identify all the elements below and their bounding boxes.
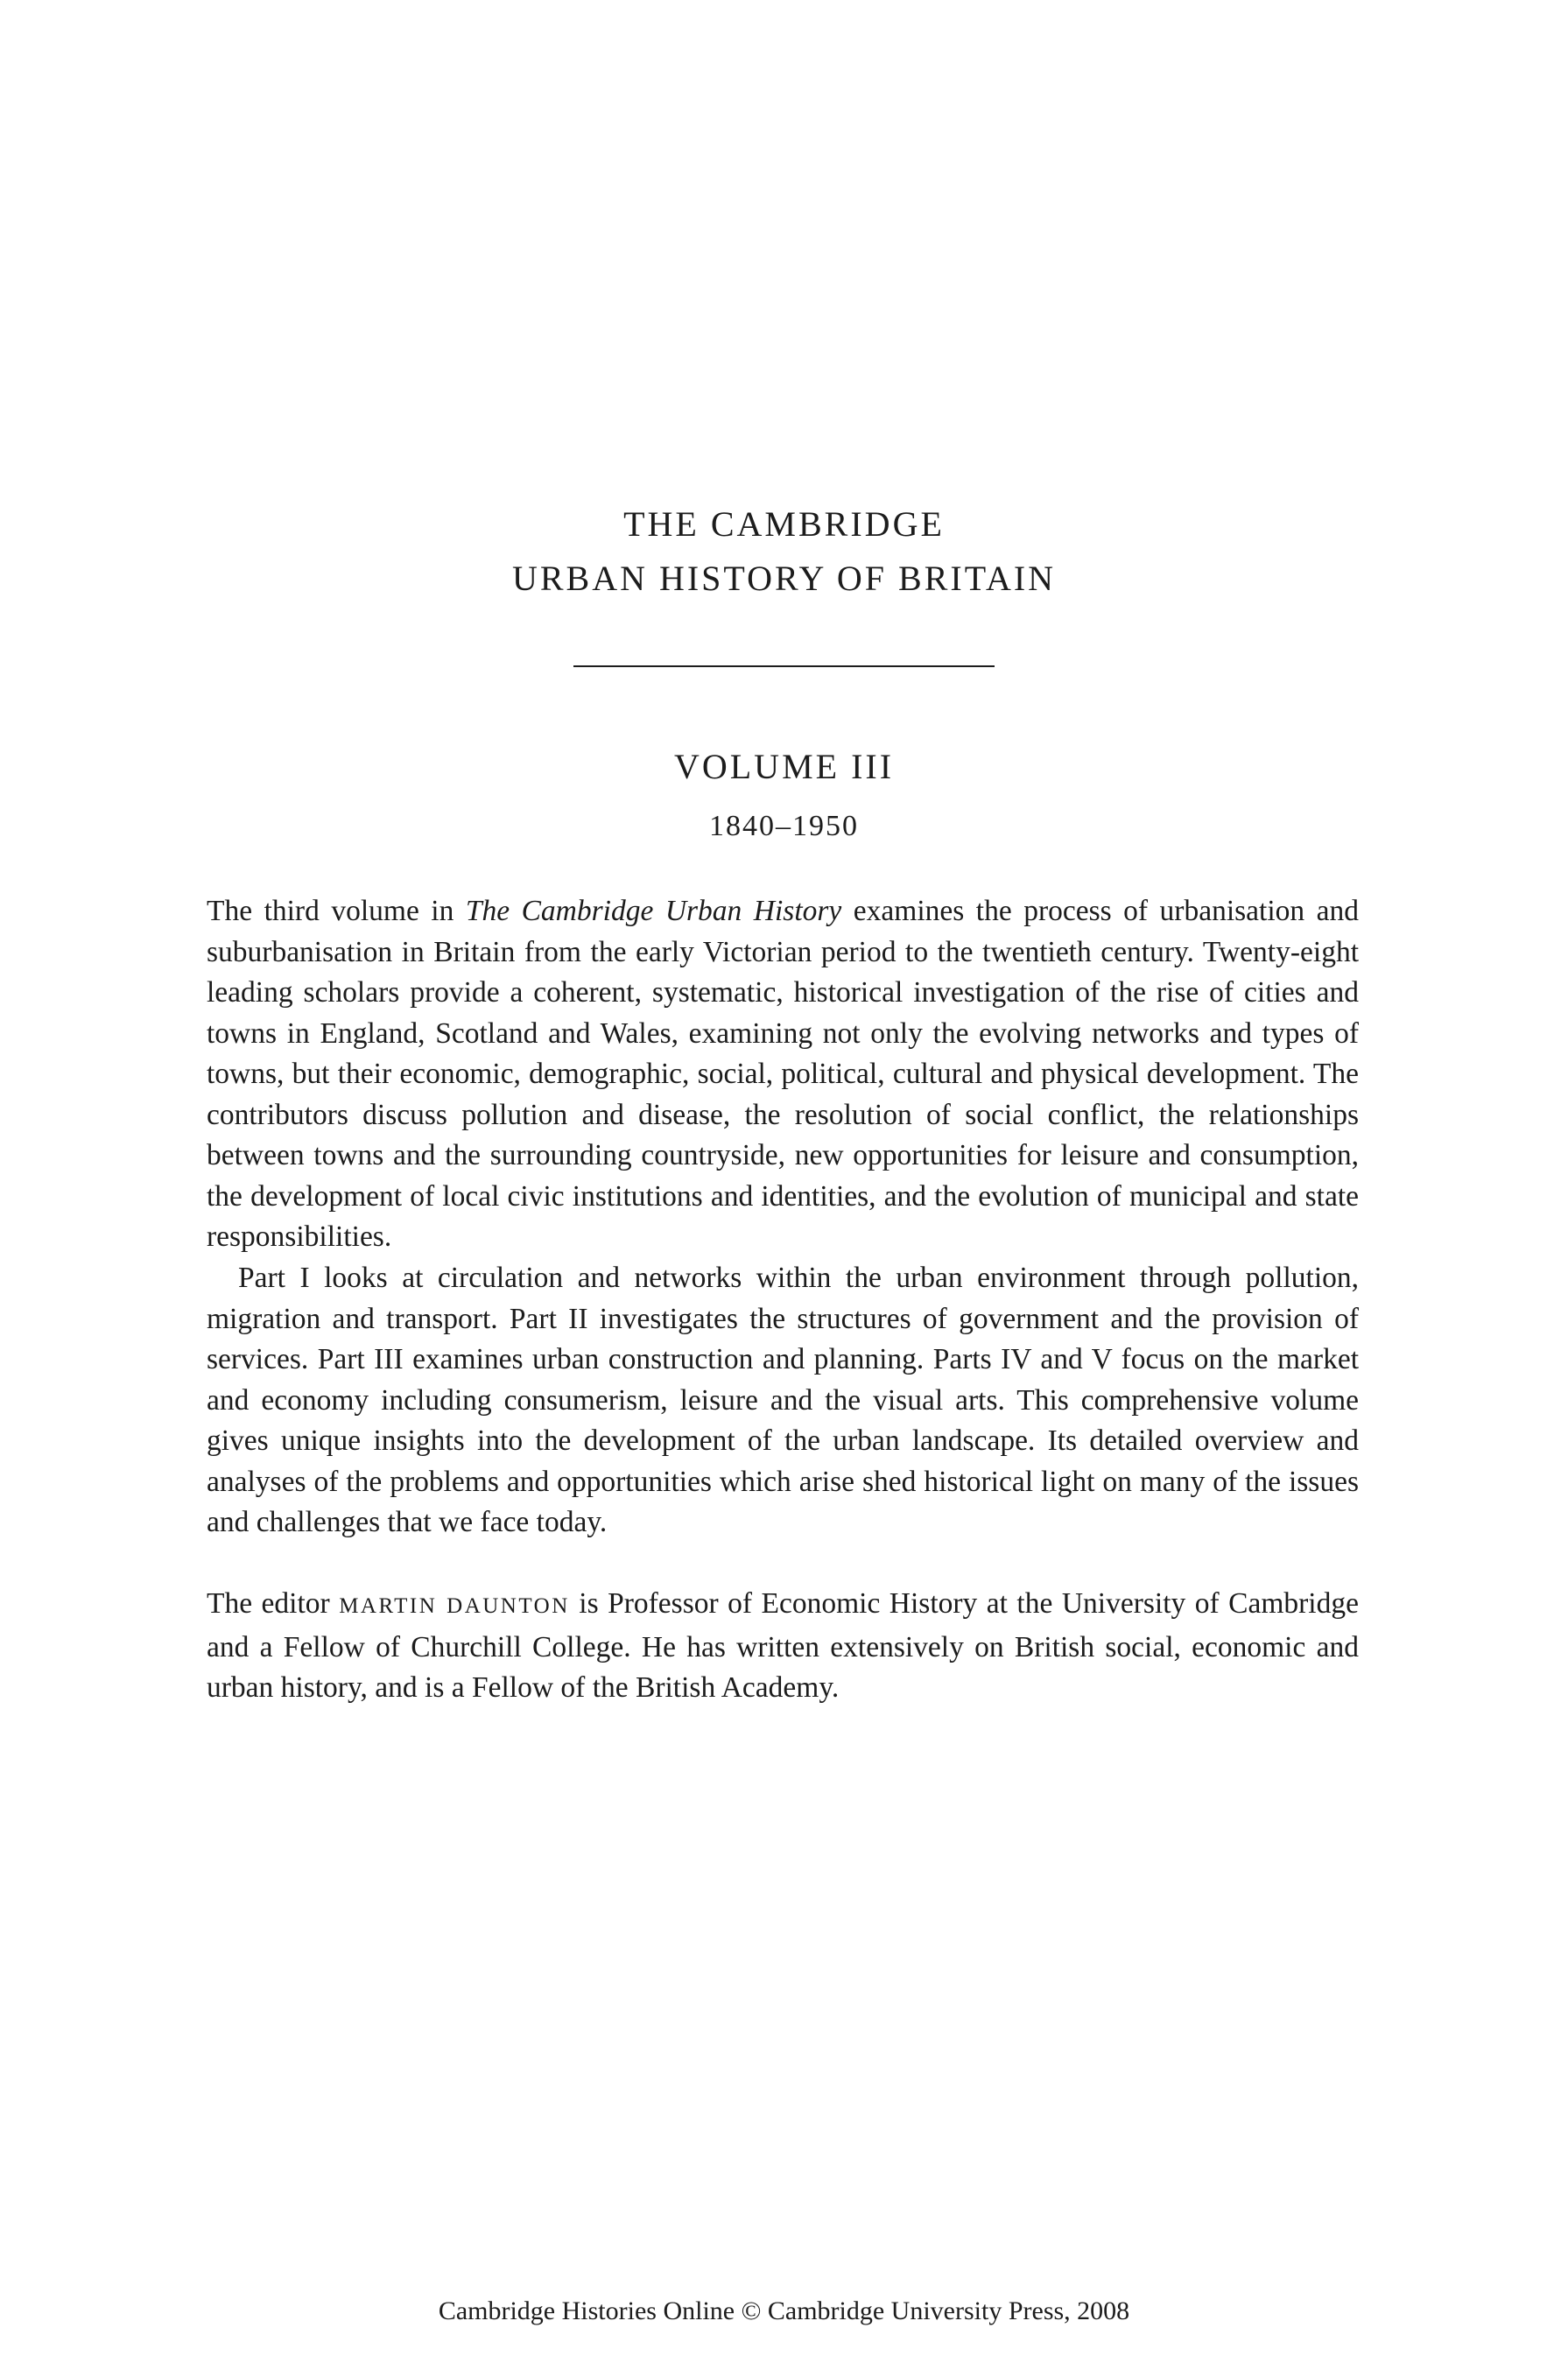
volume-number: VOLUME III <box>673 747 895 786</box>
title-divider <box>573 665 995 667</box>
description-intro: The third volume in <box>207 895 466 927</box>
series-title-line-1: THE CAMBRIDGE <box>623 504 945 544</box>
copyright-footer: Cambridge Histories Online © Cambridge University Press, 2008 <box>438 2296 1130 2325</box>
editor-paragraph <box>207 1584 1359 1709</box>
editor-intro: The editor <box>207 1587 340 1620</box>
editor-bio: is Professor of Economic History at the University of Cambridge and a Fellow of Churchill College. He has written extensively on British social, economic and urban history, and is a Fellow of the British Academy. <box>207 1587 1359 1704</box>
description-paragraph-1 <box>207 891 1359 1258</box>
volume-dates: 1840–1950 <box>709 810 859 842</box>
editor-name: MARTIN DAUNTON <box>339 1594 570 1618</box>
series-title-line-2: URBAN HISTORY OF BRITAIN <box>511 559 1057 598</box>
description-body: examines the process of urbanisation and suburbanisation in Britain from the early Victorian period to the twentieth century. Twenty-eight leading scholars provide a coherent, systematic, historical investigation of the rise of cities and towns in England, Scotland and Wales, examining not only the evolving networks and types of towns, but their economic, demographic, social, political, cultural and physical development. The contributors discuss pollution and disease, the resolution of social conflict, the relationships between towns and the surrounding countryside, new opportunities for leisure and consumption, the development of local civic institutions and identities, and the evolution of municipal and state responsibilities. <box>207 895 1359 1253</box>
description-paragraph-2: Part I looks at circulation and networks within the urban environment through pollution, migration and transport. Part II investigates the structures of government and the provision of services. Part III examines urban construction and planning. Parts IV and V focus on the market and economy including consumerism, leisure and the visual arts. This comprehensive volume gives unique insights into the development of the urban landscape. Its detailed overview and analyses of the problems and opportunities which arise shed historical light on many of the issues and challenges that we face today. <box>207 1262 1359 1538</box>
series-title-italic: The Cambridge Urban History <box>465 895 842 927</box>
